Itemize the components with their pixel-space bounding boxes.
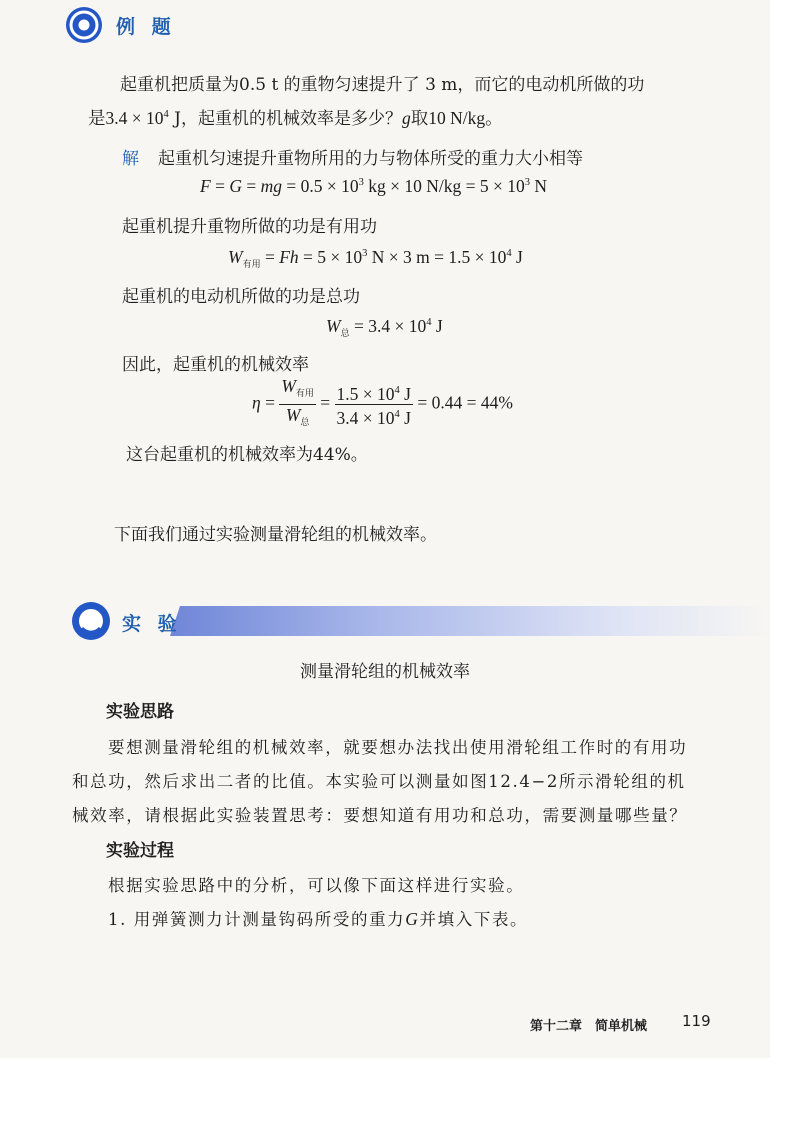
problem-line-1: 起重机把质量为0.5 t 的重物匀速提升了 3 m，而它的电动机所做的功 xyxy=(120,75,645,95)
experiment-idea-line-2: 和总功，然后求出二者的比值。本实验可以测量如图12.4−2所示滑轮组的机 xyxy=(72,772,686,791)
equation-total-work: $W_总 = 3.4 \times 10^4$ J xyxy=(326,316,443,339)
therefore-text: 因此，起重机的机械效率 xyxy=(122,355,309,375)
solution-line-1: 起重机匀速提升重物所用的力与物体所受的重力大小相等 xyxy=(158,149,583,169)
equation-useful-work: $W_{有用} = Fh = 5 \times 10^3$ N × 3 $m = 1.5 \times 10^4$ J xyxy=(228,247,523,270)
transition-text: 下面我们通过实验测量滑轮组的机械效率。 xyxy=(114,525,437,545)
footer-chapter: 第十二章 简单机械 xyxy=(530,1019,648,1034)
equation-force: F = G = mg = $0.5 \times 10^3$ kg × 10 $N/kg = 5 \times 10^3$ N xyxy=(200,176,547,196)
experiment-icon xyxy=(72,602,110,640)
problem-line-2: 是$3.4 \times 10^4$ J，起重机的机械效率是多少？g取10 N/kg。 xyxy=(88,108,503,129)
page-number: 119 xyxy=(682,1012,711,1030)
experiment-title: 测量滑轮组的机械效率 xyxy=(300,662,470,682)
useful-work-text: 起重机提升重物所做的功是有用功 xyxy=(122,217,377,237)
experiment-idea-line-3: 械效率，请根据此实验装置思考：要想知道有用功和总功，需要测量哪些量？ xyxy=(72,806,688,825)
solution-label: 解 xyxy=(122,149,139,169)
example-icon xyxy=(66,7,102,43)
fraction-values: $\frac{1.5 \times 10^4 J}{3.4 \times 10^4 J}$ xyxy=(335,381,413,428)
experiment-process-intro: 根据实验思路中的分析，可以像下面这样进行实验。 xyxy=(108,876,525,895)
fraction-work-ratio: $\frac{W_{有用}}{W_总}$ xyxy=(281,376,314,428)
experiment-process-heading: 实验过程 xyxy=(106,841,174,861)
equation-efficiency: η = $\frac{W_{有用}}{W_总}$ = $\frac{1.5 \times 10^4 J}{3.4 \times 10^4 J}$ = 0.44 = 44% xyxy=(252,376,513,433)
total-work-text: 起重机的电动机所做的功是总功 xyxy=(122,287,360,307)
experiment-heading: 实 验 xyxy=(122,613,182,635)
example-heading: 例 题 xyxy=(116,16,176,38)
conclusion-text: 这台起重机的机械效率为44%。 xyxy=(126,445,368,465)
experiment-step-1: 1. 用弹簧测力计测量钩码所受的重力G并填入下表。 xyxy=(108,909,529,929)
experiment-idea-heading: 实验思路 xyxy=(106,702,174,722)
experiment-idea-line-1: 要想测量滑轮组的机械效率，就要想办法找出使用滑轮组工作时的有用功 xyxy=(108,738,688,757)
experiment-banner xyxy=(170,606,770,636)
